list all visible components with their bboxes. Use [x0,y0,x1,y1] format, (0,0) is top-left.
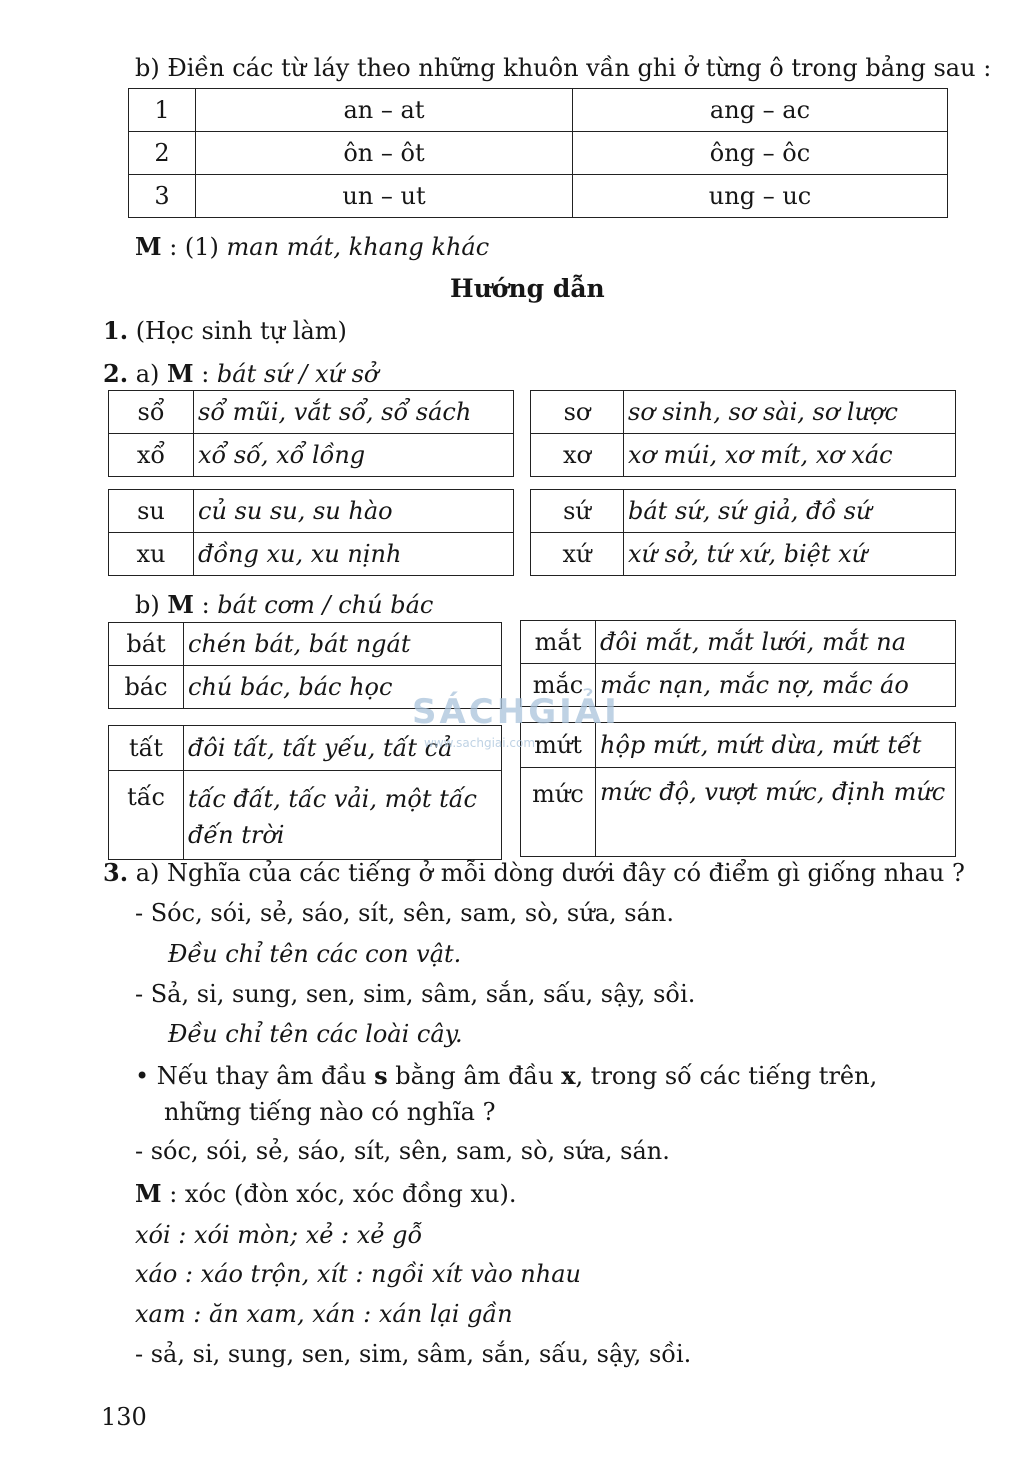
words-cell: chú bác, bác học [184,666,502,709]
example-text: bát sứ / xứ sở [216,360,379,388]
sub-label: b) [135,591,168,619]
bullet-icon: • [135,1062,150,1090]
bullet-question-line2: những tiếng nào có nghĩa ? [164,1098,496,1126]
words-cell: hộp mứt, mứt dừa, mứt tết [596,723,956,768]
watermark-url: www.sachgiai.com [424,736,536,750]
words-cell: đôi tất, tất yếu, tất cả [184,726,502,771]
letter-s: s [374,1061,388,1090]
example-label: M [167,590,194,619]
words-line: đến trời [188,821,285,849]
answer-2b [135,590,433,619]
word-table-so-2 [530,390,956,477]
answer-number: 2. [103,359,129,388]
words-cell: sơ sinh, sơ sài, sơ lược [624,391,956,434]
answer-number: 3. [103,858,129,887]
bullet-text: , trong số các tiếng trên, [575,1062,878,1090]
syllable-cell: sứ [531,490,624,533]
word-table-mat [520,620,956,707]
answer-2a [103,359,378,388]
example-text: : xóc (đòn xóc, xóc đồng xu). [161,1180,517,1208]
syllable-cell: mắt [521,621,596,664]
plant-list: - Sả, si, sung, sen, sim, sâm, sắn, sấu, sậy, sồi. [135,980,696,1008]
watermark-brand: SÁCHGIẢI [412,692,620,732]
syllable-cell: xu [109,533,194,576]
syllable-cell: sơ [531,391,624,434]
pattern-cell: ang – ac [573,89,948,132]
syllable-cell: bát [109,623,184,666]
word-table-su [108,489,514,576]
syllable-cell: sổ [109,391,194,434]
syllable-cell: mức [521,768,596,857]
example-line [135,232,489,261]
example-label: M [135,1179,162,1208]
row-number: 3 [129,175,196,218]
section-heading: Hướng dẫn [450,274,605,303]
part-b-instruction: b) Điền các từ láy theo những khuôn vần ghi ở từng ô trong bảng sau : [135,54,992,82]
example-line: xam : ăn xam, xán : xán lại gần [135,1300,513,1328]
table-row [129,175,948,218]
table-row [129,132,948,175]
words-cell: đồng xu, xu nịnh [194,533,514,576]
example-separator: : [193,360,217,388]
answer-animals: Đều chỉ tên các con vật. [168,940,462,968]
words-cell: sổ mũi, vắt sổ, sổ sách [194,391,514,434]
example-label: M [135,232,162,261]
vowel-pattern-table [128,88,948,218]
words-cell: củ su su, su hào [194,490,514,533]
syllable-cell: mắc [521,664,596,707]
table-row [109,533,514,576]
table-row [521,664,956,707]
sub-label: a) [128,360,167,388]
word-table-mut [520,722,956,857]
answer-3-question [103,858,965,887]
table-row [109,391,514,434]
word-table-so [108,390,514,477]
words-line: tấc đất, tấc vải, một tấc [188,785,477,813]
example-line: xáo : xáo trộn, xít : ngồi xít vào nhau [135,1260,581,1288]
pattern-cell: un – ut [196,175,573,218]
example-separator: : [193,591,218,619]
table-row [521,723,956,768]
question-text: a) Nghĩa của các tiếng ở mỗi dòng dưới đây có điểm gì giống nhau ? [128,859,965,887]
syllable-cell: bác [109,666,184,709]
answer-text: (Học sinh tự làm) [128,317,347,345]
syllable-cell: xổ [109,434,194,477]
animal-list: - Sóc, sói, sẻ, sáo, sít, sên, sam, sò, sứa, sán. [135,899,674,927]
word-table-bat [108,622,502,709]
table-row [521,621,956,664]
example-text: man mát, khang khác [226,233,490,261]
table-row [531,490,956,533]
answer-number: 1. [103,316,129,345]
words-cell: mức độ, vượt mức, định mức [596,768,956,857]
example-text: bát cơm / chú bác [217,591,434,619]
pattern-cell: ung – uc [573,175,948,218]
syllable-cell: tất [109,726,184,771]
words-cell [184,771,502,860]
answer-1 [103,316,347,345]
table-row [109,726,502,771]
table-row [531,391,956,434]
table-row [109,623,502,666]
words-cell: xổ số, xổ lồng [194,434,514,477]
words-cell: mắc nạn, mắc nợ, mắc áo [596,664,956,707]
pattern-cell: ông – ôc [573,132,948,175]
table-row [129,89,948,132]
syllable-cell: tấc [109,771,184,860]
page-number: 130 [101,1403,147,1431]
table-row [521,768,956,857]
table-row [531,434,956,477]
table-row [109,490,514,533]
answer-plants: Đều chỉ tên các loài cây. [168,1020,463,1048]
syllable-list: - sóc, sói, sẻ, sáo, sít, sên, sam, sò, sứa, sán. [135,1137,670,1165]
example-label: M [167,359,194,388]
table-row [109,771,502,860]
words-cell: bát sứ, sứ giả, đồ sứ [624,490,956,533]
table-row [531,533,956,576]
bullet-text: Nếu thay âm đầu [156,1062,375,1090]
words-cell: đôi mắt, mắt lưới, mắt na [596,621,956,664]
table-row [109,666,502,709]
table-row [109,434,514,477]
bullet-text: bằng âm đầu [387,1062,562,1090]
word-table-tat [108,725,502,860]
syllable-cell: su [109,490,194,533]
word-table-su-2 [530,489,956,576]
syllable-cell: xơ [531,434,624,477]
syllable-cell: mứt [521,723,596,768]
letter-x: x [561,1061,576,1090]
words-cell: xơ múi, xơ mít, xơ xác [624,434,956,477]
row-number: 1 [129,89,196,132]
plant-syllable-list: - sả, si, sung, sen, sim, sâm, sắn, sấu, sậy, sồi. [135,1340,692,1368]
pattern-cell: ôn – ôt [196,132,573,175]
pattern-cell: an – at [196,89,573,132]
words-cell: chén bát, bát ngát [184,623,502,666]
example-line [135,1179,516,1208]
syllable-cell: xứ [531,533,624,576]
example-separator: : (1) [161,233,227,261]
row-number: 2 [129,132,196,175]
words-cell: xứ sở, tứ xứ, biệt xứ [624,533,956,576]
bullet-question [135,1061,877,1090]
example-line: xói : xói mòn; xẻ : xẻ gỗ [135,1221,423,1249]
